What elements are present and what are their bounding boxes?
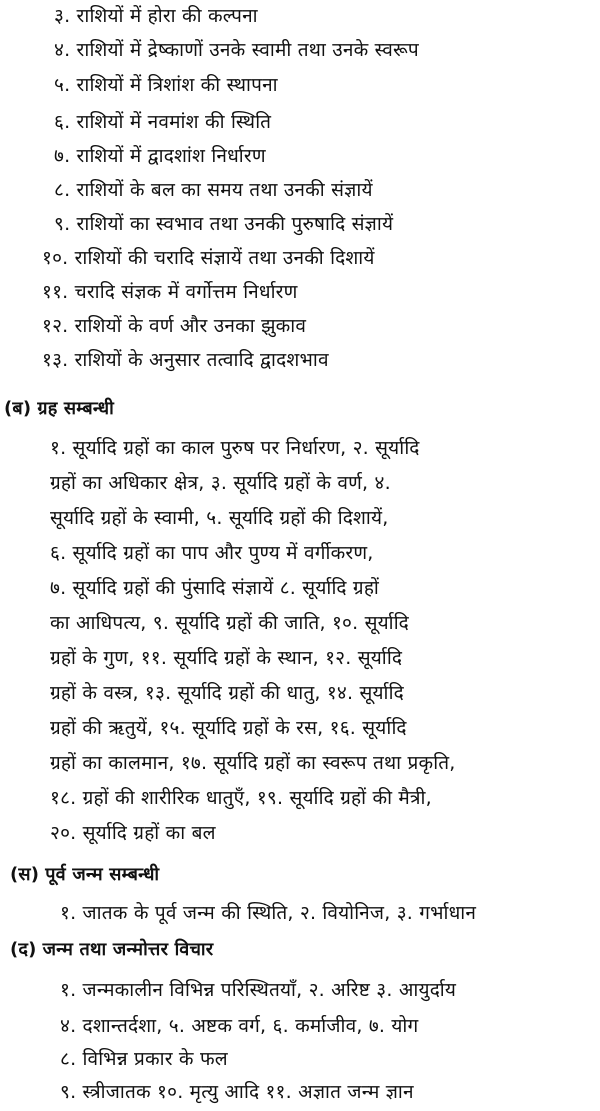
paragraph-line: सूर्यादि ग्रहों के स्वामी, ५. सूर्यादि ग्रहों की दिशायें, (50, 507, 389, 529)
paragraph-line: का आधिपत्य, ९. सूर्यादि ग्रहों की जाति, १०. सूर्यादि (50, 612, 409, 634)
list-item: ५. राशियों में त्रिशांश की स्थापना (54, 74, 278, 96)
list-item: १३. राशियों के अनुसार तत्वादि द्वादशभाव (42, 349, 329, 371)
section-title: ग्रह सम्बन्धी (37, 398, 114, 419)
paragraph-line: २०. सूर्यादि ग्रहों का बल (50, 822, 216, 844)
paragraph-line: ग्रहों की ऋतुयें, १५. सूर्यादि ग्रहों के रस, १६. सूर्यादि (50, 717, 407, 739)
paragraph-line: ग्रहों के वस्त्र, १३. सूर्यादि ग्रहों की धातु, १४. सूर्यादि (50, 682, 404, 704)
list-item: १२. राशियों के वर्ण और उनका झुकाव (42, 315, 307, 337)
list-item: ८. राशियों के बल का समय तथा उनकी संज्ञायें (54, 179, 373, 201)
paragraph-line: १. जातक के पूर्व जन्म की स्थिति, २. वियोनिज, ३. गर्भाधान (60, 902, 477, 924)
list-item: ९. राशियों का स्वभाव तथा उनकी पुरुषादि संज्ञायें (54, 213, 394, 235)
section-heading-d (10, 937, 213, 963)
paragraph-line: १. जन्मकालीन विभिन्न परिस्थितयाँ, २. अरिष्ट ३. आयुर्दाय (60, 979, 457, 1001)
section-title: पूर्व जन्म सम्बन्धी (45, 864, 160, 885)
section-heading-b (4, 396, 114, 422)
section-marker: (ब) (4, 398, 32, 419)
list-item: ३. राशियों में होरा की कल्पना (54, 5, 258, 27)
paragraph-line: १. सूर्यादि ग्रहों का काल पुरुष पर निर्धारण, २. सूर्यादि (50, 437, 420, 459)
paragraph-line: ४. दशान्तर्दशा, ५. अष्टक वर्ग, ६. कर्माजीव, ७. योग (60, 1015, 419, 1037)
paragraph-line: ९. स्त्रीजातक १०. मृत्यु आदि ११. अज्ञात जन्म ज्ञान (60, 1081, 414, 1103)
paragraph-line: ८. विभिन्न प्रकार के फल (60, 1048, 228, 1070)
list-item: १०. राशियों की चरादि संज्ञायें तथा उनकी दिशायें (42, 247, 375, 269)
paragraph-line: ग्रहों का अधिकार क्षेत्र, ३. सूर्यादि ग्रहों के वर्ण, ४. (50, 472, 391, 494)
section-marker: (स) (10, 864, 40, 885)
paragraph-line: ग्रहों का कालमान, १७. सूर्यादि ग्रहों का स्वरूप तथा प्रकृति, (50, 752, 456, 774)
section-heading-s (10, 862, 159, 888)
list-item: ६. राशियों में नवमांश की स्थिति (54, 111, 272, 133)
paragraph-line: ग्रहों के गुण, ११. सूर्यादि ग्रहों के स्थान, १२. सूर्यादि (50, 647, 403, 669)
section-marker: (द) (10, 939, 37, 960)
section-title: जन्म तथा जन्मोत्तर विचार (42, 939, 214, 960)
list-item: ४. राशियों में द्रेष्काणों उनके स्वामी तथा उनके स्वरूप (54, 39, 419, 61)
paragraph-line: ७. सूर्यादि ग्रहों की पुंसादि संज्ञायें ८. सूर्यादि ग्रहों (50, 577, 380, 599)
paragraph-line: १८. ग्रहों की शारीरिक धातुएँ, १९. सूर्यादि ग्रहों की मैत्री, (50, 787, 432, 809)
list-item: ७. राशियों में द्वादशांश निर्धारण (54, 145, 266, 167)
paragraph-line: ६. सूर्यादि ग्रहों का पाप और पुण्य में वर्गीकरण, (50, 542, 374, 564)
list-item: ११. चरादि संज्ञक में वर्गोत्तम निर्धारण (42, 281, 298, 303)
